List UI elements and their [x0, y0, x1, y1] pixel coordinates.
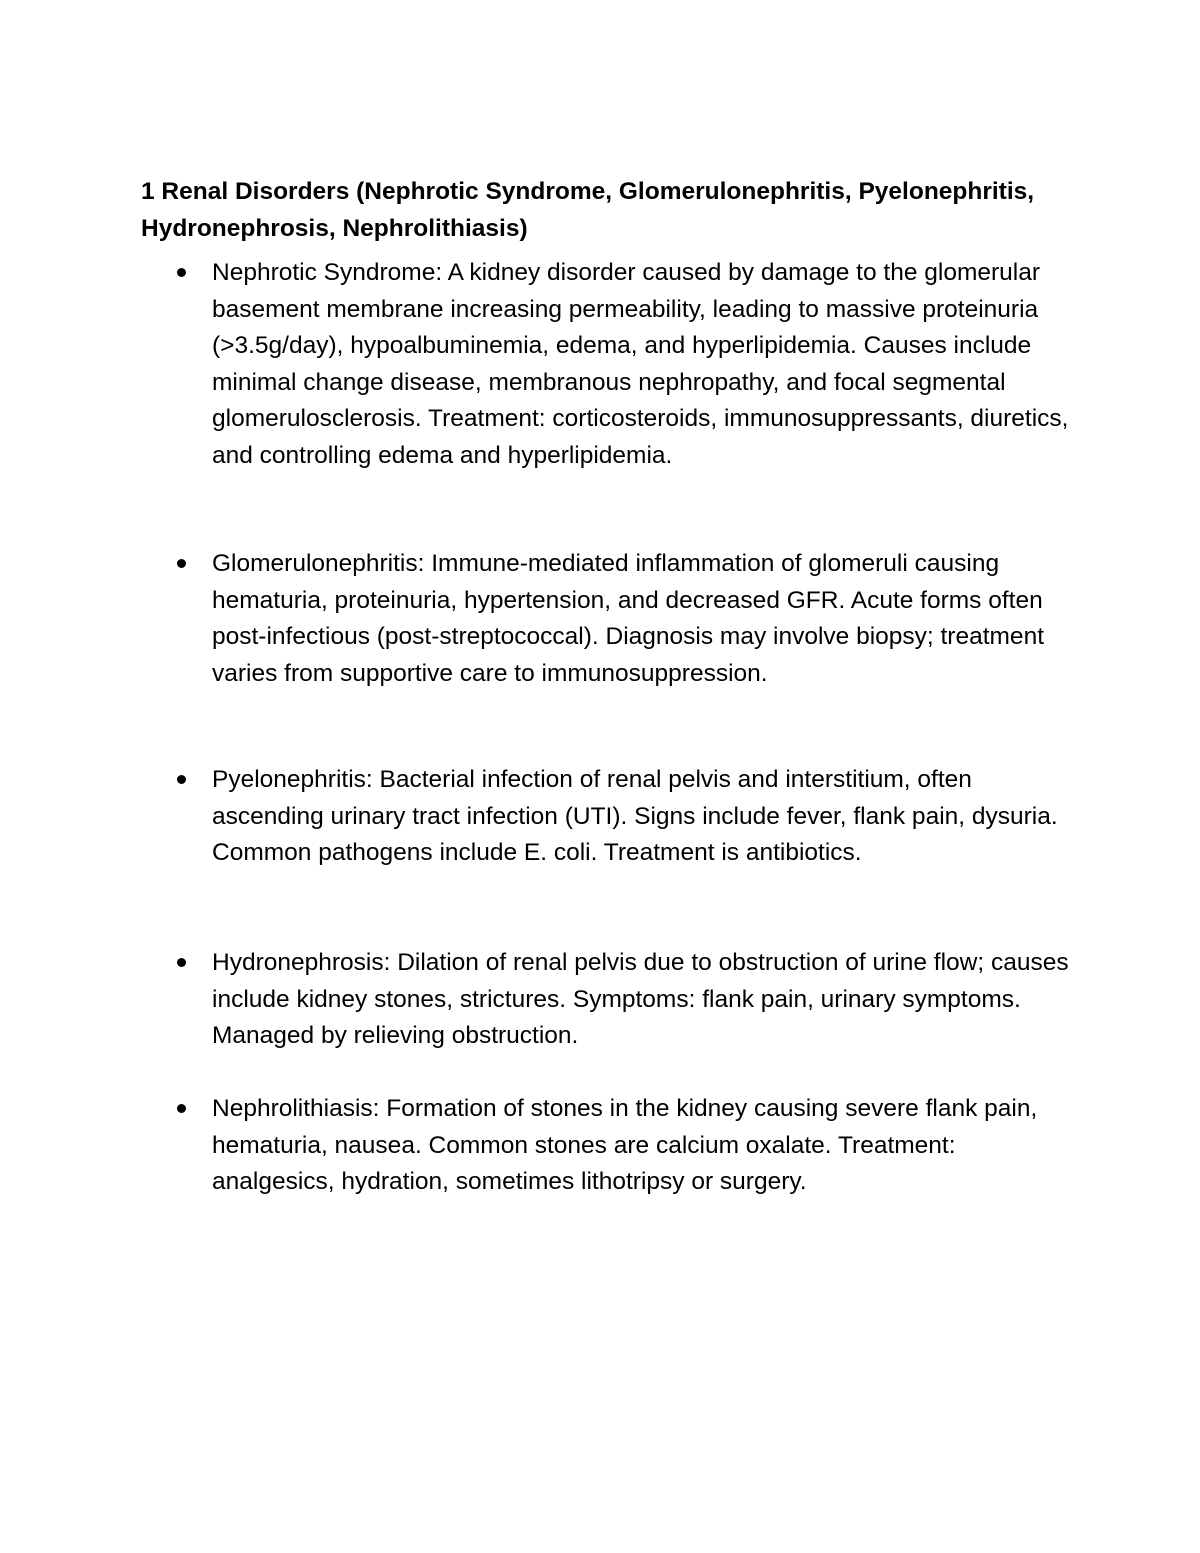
bullet-icon	[177, 775, 186, 784]
section-heading: 1 Renal Disorders (Nephrotic Syndrome, Glomerulonephritis, Pyelonephritis, Hydronephrosis, Nephrolithiasis)	[141, 178, 1035, 242]
list-item-glomerulonephritis	[212, 546, 1082, 692]
bullet-icon	[177, 559, 186, 568]
list-item-pyelonephritis	[212, 762, 1082, 872]
list-item-text: Glomerulonephritis: Immune-mediated inflammation of glomeruli causing hematuria, proteinuria, hypertension, and decreased GFR. Acute forms often post-infectious (post-streptococcal). Diagnosis may involve biopsy; treatment varies from supportive care to immunosuppression.	[212, 550, 1044, 687]
list-item-text: Nephrotic Syndrome: A kidney disorder caused by damage to the glomerular basement membrane increasing permeability, leading to massive proteinuria (>3.5g/day), hypoalbuminemia, edema, and hyperlipidemia. Causes include minimal change disease, membranous nephropathy, and focal segmental glomerulosclerosis. Treatment: corticosteroids, immunosuppressants, diuretics, and controlling edema and hyperlipidemia.	[212, 259, 1069, 469]
list-item-text: Pyelonephritis: Bacterial infection of renal pelvis and interstitium, often ascending urinary tract infection (UTI). Signs include fever, flank pain, dysuria. Common pathogens include E. coli. Treatment is antibiotics.	[212, 766, 1058, 866]
list-item-text: Nephrolithiasis: Formation of stones in the kidney causing severe flank pain, hematuria, nausea. Common stones are calcium oxalate. Treatment: analgesics, hydration, sometimes lithotripsy or surgery.	[212, 1095, 1038, 1195]
bullet-icon	[177, 268, 186, 277]
bullet-icon	[177, 958, 186, 967]
list-item-nephrotic-syndrome	[212, 255, 1082, 474]
list-item-text: Hydronephrosis: Dilation of renal pelvis due to obstruction of urine flow; causes include kidney stones, strictures. Symptoms: flank pain, urinary symptoms. Managed by relieving obstruction.	[212, 949, 1069, 1049]
bullet-icon	[177, 1104, 186, 1113]
list-item-hydronephrosis	[212, 945, 1082, 1055]
list-item-nephrolithiasis	[212, 1091, 1082, 1201]
